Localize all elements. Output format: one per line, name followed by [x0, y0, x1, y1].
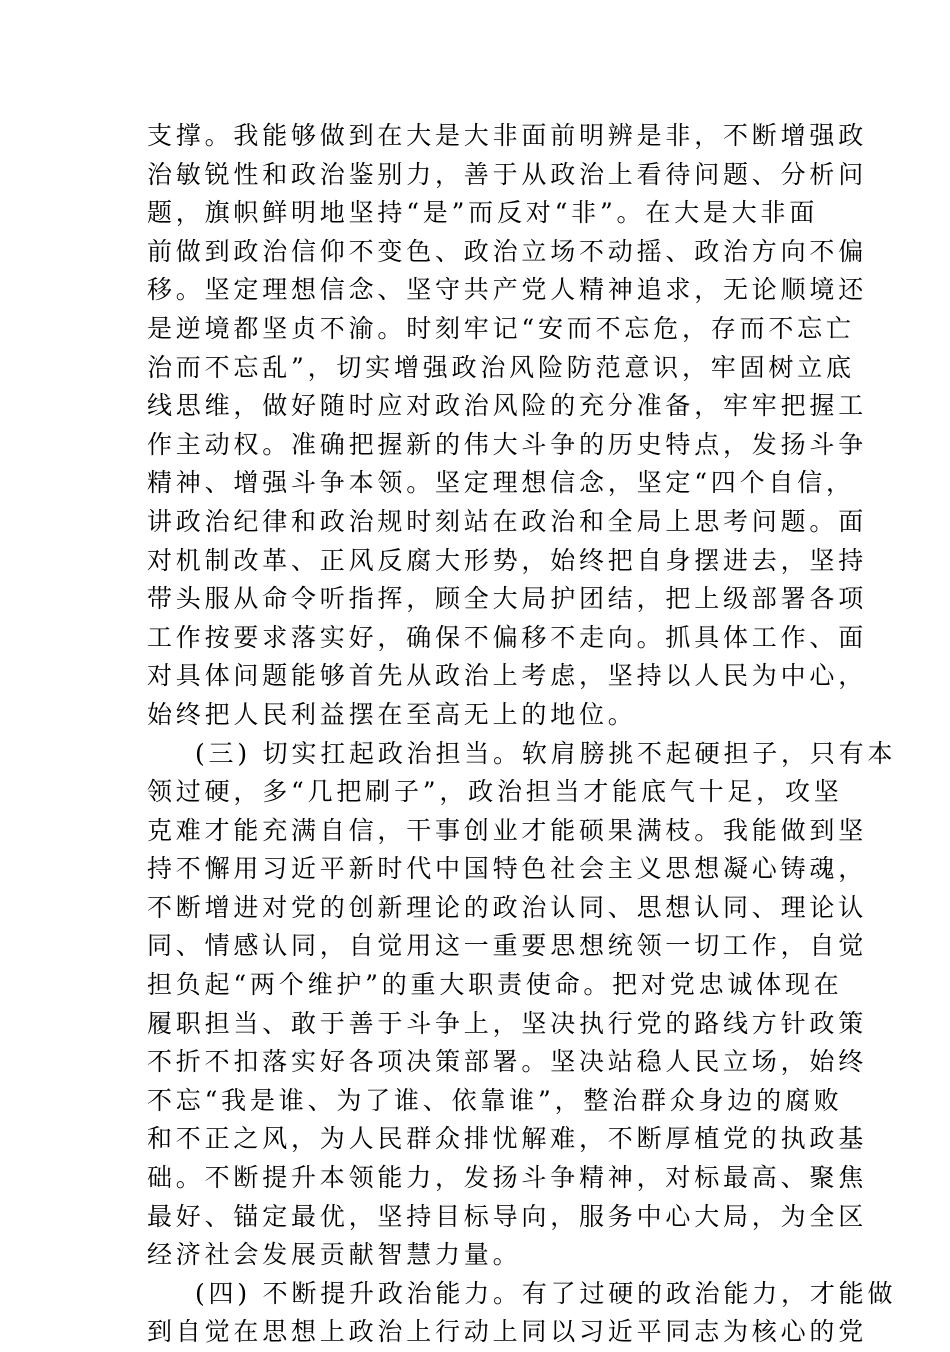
text-line: 对具体问题能够首先从政治上考虑，坚持以人民为中心， [147, 661, 868, 691]
text-line: 持不懈用习近平新时代中国特色社会主义思想凝心铸魂， [147, 854, 868, 884]
text-line: 不断增进对党的创新理论的政治认同、思想认同、理论认 [147, 892, 868, 922]
text-line: 作主动权。准确把握新的伟大斗争的历史特点，发扬斗争 [147, 429, 868, 459]
text-line: 精神、增强斗争本领。坚定理想信念，坚定“四个自信， [147, 468, 855, 498]
text-line: 前做到政治信仰不变色、政治立场不动摇、政治方向不偏 [147, 236, 868, 266]
text-line: 不折不扣落实好各项决策部署。坚决站稳人民立场，始终 [147, 1047, 868, 1077]
document-body [147, 117, 897, 1352]
text-line: 经济社会发展贡献智慧力量。 [147, 1240, 522, 1270]
text-line: 治敏锐性和政治鉴别力，善于从政治上看待问题、分析问 [147, 159, 868, 189]
text-line: 线思维，做好随时应对政治风险的充分准备，牢牢把握工 [147, 391, 868, 421]
text-line: 础。不断提升本领能力，发扬斗争精神，对标最高、聚焦 [147, 1163, 868, 1193]
text-line: 题，旗帜鲜明地坚持“是”而反对“非”。在大是大非面 [147, 198, 819, 228]
text-line: 支撑。我能够做到在大是大非面前明辨是非，不断增强政 [147, 121, 868, 150]
text-line: 带头服从命令听指挥，顾全大局护团结，把上级部署各项 [147, 584, 868, 614]
text-line: 克难才能充满自信，干事创业才能硕果满枝。我能做到坚 [147, 815, 868, 845]
text-line: 移。坚定理想信念、坚守共产党人精神追求，无论顺境还 [147, 275, 868, 305]
text-line: 是逆境都坚贞不渝。时刻牢记“安而不忘危，存而不忘亡 [147, 313, 855, 343]
text-line: 不忘“我是谁、为了谁、依靠谁”，整治群众身边的腐败 [147, 1085, 843, 1115]
text-line: 治而不忘乱”，切实增强政治风险防范意识，牢固树立底 [147, 352, 855, 382]
text-line: 讲政治纪律和政治规时刻站在政治和全局上思考问题。面 [147, 506, 868, 536]
text-line: 履职担当、敢于善于斗争上，坚决执行党的路线方针政策 [147, 1008, 868, 1038]
text-line: 对机制改革、正风反腐大形势，始终把自身摆进去，坚持 [147, 545, 868, 575]
text-line: 最好、锚定最优，坚持目标导向，服务中心大局，为全区 [147, 1201, 868, 1231]
paragraph-first-line: (三) 切实扛起政治担当。软肩膀挑不起硬担子，只有本 [195, 738, 897, 768]
text-line: 始终把人民利益摆在至高无上的地位。 [147, 699, 637, 729]
text-line: 到自觉在思想上政治上行动上同以习近平同志为核心的党 [147, 1317, 868, 1347]
text-line: 担负起“两个维护”的重大职责使命。把对党忠诚体现在 [147, 970, 843, 1000]
text-line: 工作按要求落实好，确保不偏移不走向。抓具体工作、面 [147, 622, 868, 652]
text-line: 和不正之风，为人民群众排忧解难，不断厚植党的执政基 [147, 1124, 868, 1154]
text-line: 同、情感认同，自觉用这一重要思想统领一切工作，自觉 [147, 931, 868, 961]
text-line: 领过硬，多“几把刷子”，政治担当才能底气十足，攻坚 [147, 777, 843, 807]
paragraph-first-line: (四) 不断提升政治能力。有了过硬的政治能力，才能做 [195, 1278, 897, 1308]
